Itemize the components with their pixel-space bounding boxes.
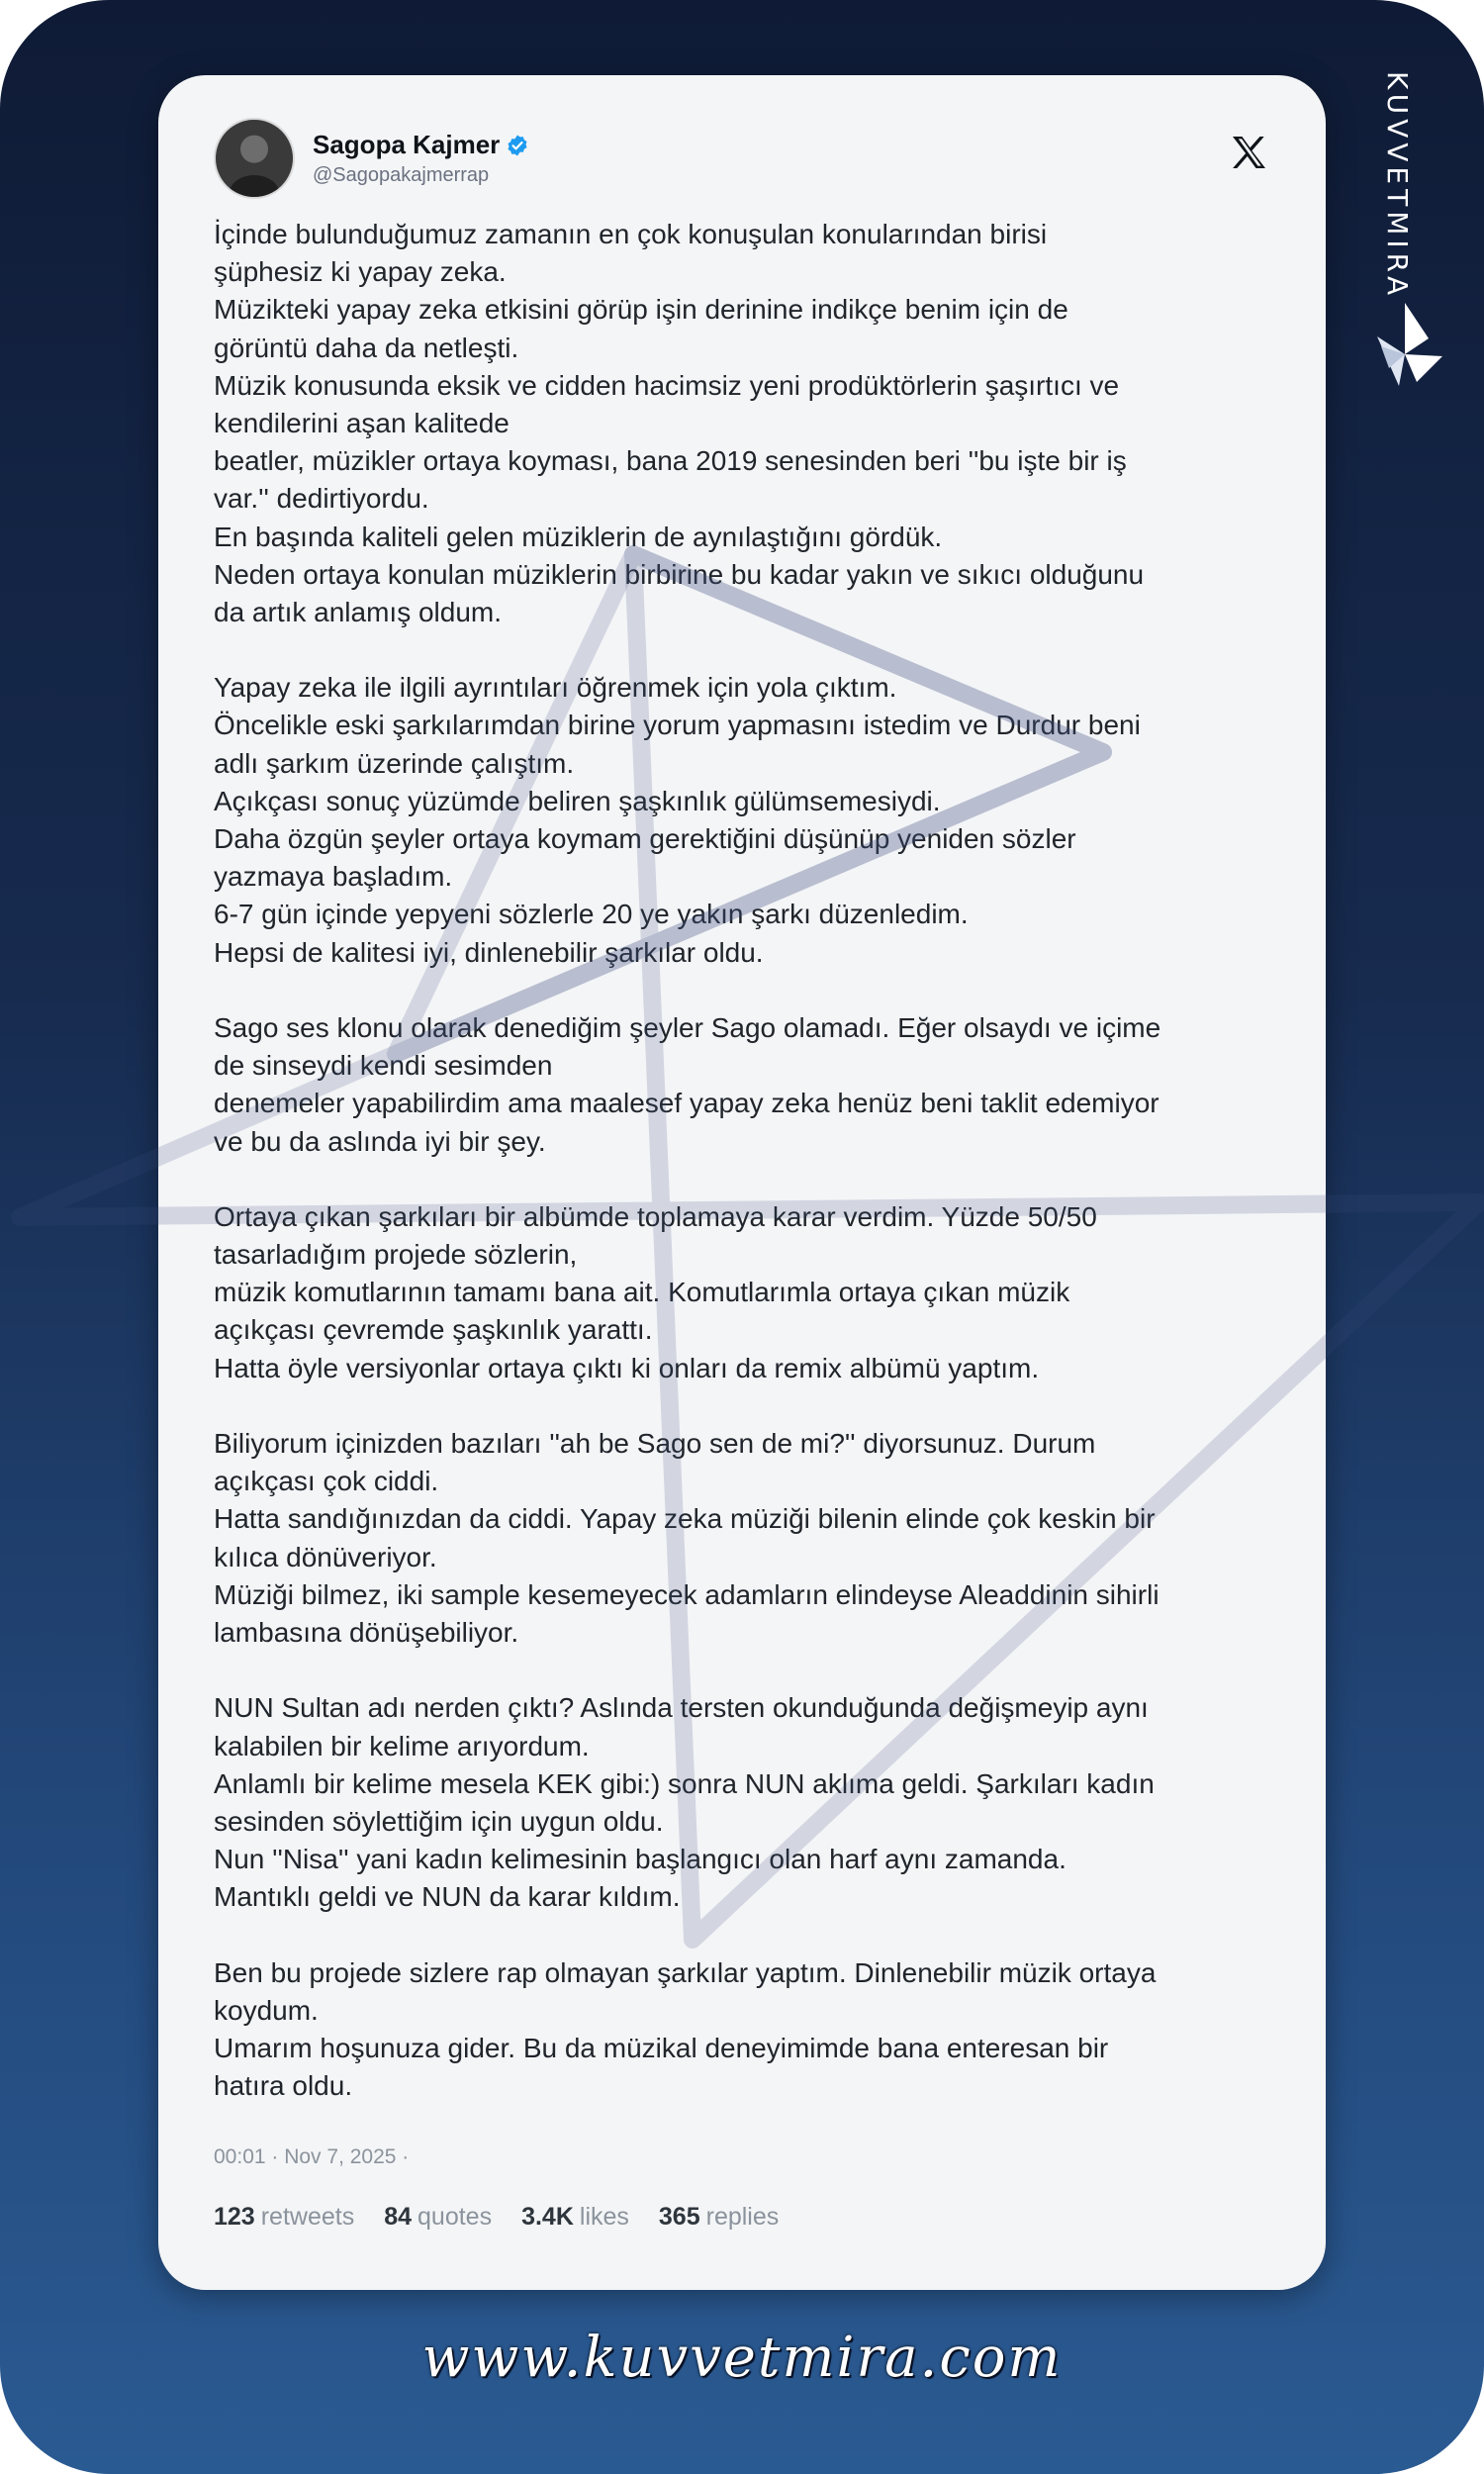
quotes-count: 84 (384, 2203, 413, 2231)
tweet-line: beatler, müzikler ortaya koyması, bana 2019 senesinden beri ''bu işte bir iş (214, 445, 1127, 477)
tweet-line: denemeler yapabilirdim ama maalesef yapay zeka henüz beni taklit edemiyor (214, 1088, 1159, 1119)
paragraph-gap (214, 1916, 1272, 1953)
tweet-line: Öncelikle eski şarkılarımdan birine yorum yapmasını istedim ve Durdur beni (214, 710, 1141, 741)
tweet-line: Biliyorum içinizden bazıları ''ah be Sago sen de mi?'' diyorsunuz. Durum (214, 1428, 1096, 1459)
kuvvetmira-mark-icon (1359, 299, 1450, 390)
replies-label: replies (705, 2203, 780, 2231)
tweet-line: İçinde bulunduğumuz zamanın en çok konuşulan konularından birisi (214, 219, 1048, 249)
tweet-line: tasarladığım projede sözlerin, (214, 1239, 578, 1271)
quotes-label: quotes (417, 2203, 493, 2231)
tweet-line: lambasına dönüşebiliyor. (214, 1616, 519, 1648)
tweet-line: var.'' dedirtiyordu. (214, 483, 429, 515)
tweet-line: kılıca dönüveriyor. (214, 1541, 437, 1572)
tweet-line: Neden ortaya konulan müziklerin birbirine bu kadar yakın ve sıkıcı olduğunu (214, 558, 1145, 590)
author-handle[interactable]: @Sagopakajmerrap (313, 164, 490, 186)
tweet-line: Yapay zeka ile ilgili ayrıntıları öğrenmek için yola çıktım. (214, 672, 897, 704)
paragraph-gap (214, 1161, 1272, 1198)
verified-badge-icon (506, 134, 529, 157)
tweet-line: hatıra oldu. (214, 2070, 353, 2102)
replies-stat[interactable] (659, 2203, 779, 2232)
tweet-line: de sinseydi kendi sesimden (214, 1050, 553, 1082)
tweet-line: Hatta sandığınızdan da ciddi. Yapay zeka müziği bilenin elinde çok keskin bir (214, 1503, 1156, 1535)
x-logo-icon[interactable] (1229, 133, 1268, 172)
tweet-line: yazmaya başladım. (214, 861, 453, 893)
tweet-line: Hepsi de kalitesi iyi, dinlenebilir şarkılar oldu. (214, 936, 764, 968)
tweet-line: görüntü daha da netleşti. (214, 332, 519, 363)
paragraph-gap (214, 631, 1272, 669)
tweet-line: Müzikteki yapay zeka etkisini görüp işin derinine indikçe benim için de (214, 294, 1068, 326)
quotes-stat[interactable] (384, 2203, 492, 2232)
retweets-label: retweets (260, 2203, 355, 2231)
tweet-line: koydum. (214, 1994, 319, 2026)
tweet-line: Daha özgün şeyler ortaya koymam gerektiğini düşünüp yeniden sözler (214, 823, 1076, 854)
tweet-line: Umarım hoşunuza gider. Bu da müzikal deneyimimde bana enteresan bir (214, 2033, 1109, 2063)
paragraph-gap (214, 1387, 1272, 1425)
tweet-line: 6-7 gün içinde yepyeni sözlerle 20 ye yakın şarkı düzenledim. (214, 899, 969, 930)
tweet-stats (214, 2203, 779, 2232)
tweet-line: kalabilen bir kelime arıyordum. (214, 1730, 590, 1761)
tweet-line: En başında kaliteli gelen müziklerin de aynılaştığını gördük. (214, 521, 943, 552)
tweet-line: Mantıklı geldi ve NUN da karar kıldım. (214, 1881, 681, 1913)
tweet-line: Ortaya çıkan şarkıları bir albümde toplamaya karar verdim. Yüzde 50/50 (214, 1200, 1097, 1232)
tweet-line: şüphesiz ki yapay zeka. (214, 256, 507, 288)
avatar[interactable] (214, 118, 295, 199)
tweet-line: Ben bu projede sizlere rap olmayan şarkılar yaptım. Dinlenebilir müzik ortaya (214, 1956, 1157, 1988)
author-info (313, 130, 529, 187)
likes-label: likes (579, 2203, 629, 2231)
tweet-line: müzik komutlarının tamamı bana ait. Komutlarımla ortaya çıkan müzik (214, 1277, 1070, 1308)
retweets-count: 123 (214, 2203, 255, 2231)
likes-count: 3.4K (521, 2203, 574, 2231)
tweet-line: Nun ''Nisa'' yani kadın kelimesinin başlangıcı olan harf aynı zamanda. (214, 1844, 1067, 1875)
display-name[interactable]: Sagopa Kajmer (313, 130, 501, 159)
brand-name: KUVVETMIRA (1381, 71, 1414, 301)
tweet-header (214, 119, 529, 198)
footer-website[interactable]: www.kuvvetmira.com (421, 2326, 1063, 2390)
tweet-line: açıkçası çok ciddi. (214, 1466, 439, 1497)
paragraph-gap (214, 1652, 1272, 1689)
paragraph-gap (214, 972, 1272, 1009)
tweet-line: Açıkçası sonuç yüzümde beliren şaşkınlık gülümsemesiydi. (214, 785, 941, 816)
tweet-line: Anlamlı bir kelime mesela KEK gibi:) sonra NUN aklıma geldi. Şarkıları kadın (214, 1767, 1155, 1799)
tweet-text (214, 216, 1272, 2105)
tweet-line: adlı şarkım üzerinde çalıştım. (214, 747, 575, 779)
likes-stat[interactable] (521, 2203, 629, 2232)
author-name-row[interactable] (313, 130, 529, 160)
tweet-line: ve bu da aslında iyi bir şey. (214, 1125, 546, 1157)
tweet-line: kendilerini aşan kalitede (214, 407, 510, 438)
tweet-line: Hatta öyle versiyonlar ortaya çıktı ki onları da remix albümü yaptım. (214, 1352, 1040, 1383)
tweet-line: Müzik konusunda eksik ve cidden hacimsiz yeni prodüktörlerin şaşırtıcı ve (214, 369, 1120, 401)
tweet-timestamp[interactable]: 00:01 · Nov 7, 2025 · (214, 2145, 410, 2168)
tweet-line: NUN Sultan adı nerden çıktı? Aslında tersten okunduğunda değişmeyip aynı (214, 1692, 1149, 1724)
tweet-line: Müziği bilmez, iki sample kesemeyecek adamların elindeyse Aleaddinin sihirli (214, 1578, 1159, 1610)
retweets-stat[interactable] (214, 2203, 354, 2232)
tweet-line: da artık anlamış oldum. (214, 596, 503, 627)
tweet-line: sesinden söylettiğim için uygun oldu. (214, 1805, 664, 1837)
tweet-line: açıkçası çevremde şaşkınlık yarattı. (214, 1314, 653, 1346)
replies-count: 365 (658, 2203, 700, 2231)
tweet-card (158, 75, 1326, 2290)
tweet-line: Sago ses klonu olarak denediğim şeyler Sago olamadı. Eğer olsaydı ve içime (214, 1011, 1161, 1043)
